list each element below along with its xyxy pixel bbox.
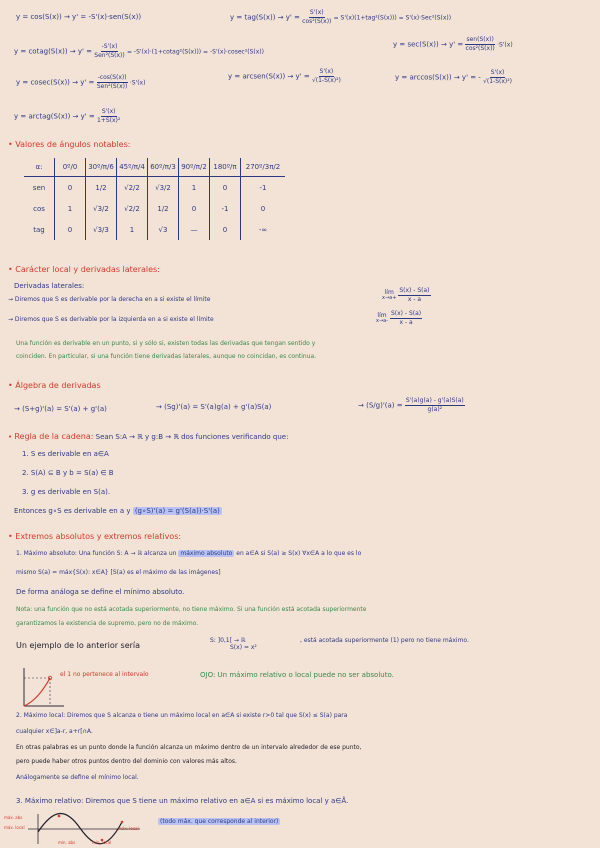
formula-tg: y = tag(S(x)) → y' = $\frac{S'(x)}{\text{cos²(S(x))}}$ = S'(x)(1+tag²(S(x))) = S'(x)·Sec²(S(x)) [230, 9, 452, 25]
maximo-local-def: 2. Máximo local: Diremos que S alcanza o tiene un máximo local en a∈A si existe r>0 tal que S(x) ≤ S(a) para [16, 712, 348, 719]
grafica-label: máx. local [4, 825, 25, 830]
limite-derecha: lím x→a+ $\frac{S(x) - S(a)}{x - a}$ [382, 287, 430, 303]
angle-table [24, 158, 285, 240]
cadena-formula: (g∘S)'(a) = g'(S(a))·S'(a) [134, 507, 220, 515]
table-header: 45º/π/4 [117, 158, 148, 177]
bullet-icon: • [8, 381, 13, 390]
maximo-relativo-note: (todo máx. que corresponde al interior) [160, 818, 279, 825]
table-header: 270º/3π/2 [241, 158, 286, 177]
section-algebra-title: • Álgebra de derivadas [8, 381, 101, 390]
continuidad-text-2: coinciden. En particular, si una función tiene derivadas laterales, aunque no coincidan, es continua. [16, 353, 317, 360]
bullet-icon: • [8, 532, 13, 541]
formula-arcsen: y = arcsen(S(x)) → y' = $\frac{S'(x)}{\text{√(1-S(x)²)}}$ [228, 68, 341, 84]
maximo-local-def-2: cualquier x∈]a-r, a+r[∩A. [16, 728, 93, 735]
ejemplo-text: Un ejemplo de lo anterior sería [16, 641, 141, 650]
bullet-icon: • [8, 265, 13, 274]
continuidad-text-1: Una función es derivable en un punto, si y sólo si, existen todas las derivadas que tengan sentido y [16, 340, 316, 347]
maximo-absoluto-highlight: máximo absoluto [180, 550, 233, 557]
section-extremos-title: • Extremos absolutos y extremos relativos: [8, 532, 182, 541]
derivadas-laterales-subtitle: Derivadas laterales: [14, 282, 85, 290]
minimo-absoluto-def: De forma análoga se define el mínimo absoluto. [16, 588, 185, 596]
table-header: 60º/π/3 [148, 158, 179, 177]
cadena-conclusion: Entonces g∘S es derivable en a y (g∘S)'(a) = g'(S(a))·S'(a) [14, 507, 220, 515]
regla-cociente: → (S/g)'(a) = $\frac{S'(a)g(a) - g'(a)S(a)}{\text{g(a)²}}$ [358, 397, 464, 413]
table-header: 30º/π/6 [86, 158, 117, 177]
grafica-label: máx. abs [4, 815, 23, 820]
formula-cotg: y = cotag(S(x)) → y' = $\frac{-S'(x)}{\text{Sen²(S(x))}}$ = -S'(x)·(1+cotag²(S(x))) = -S'(x)·cosec²(S(x)) [14, 43, 264, 59]
grafica-ejemplo [16, 664, 66, 710]
maximo-absoluto-def: 1. Máximo absoluto: Una función S: A → ℝ alcanza un máximo absoluto en a∈A si S(a) ≥ S(x) ∀x∈A a lo que es lo [16, 550, 362, 557]
table-header: α: [24, 158, 55, 177]
table-header: 90º/π/2 [179, 158, 210, 177]
maximo-local-text-2: pero puede haber otros puntos dentro del dominio con valores más altos. [16, 758, 237, 765]
bullet-icon: • [8, 433, 13, 441]
formula-arccos: y = arccos(S(x)) → y' = - $\frac{S'(x)}{\text{√(1-S(x)²)}}$ [395, 69, 513, 85]
maximo-absoluto-def-2: mismo S(a) = máx{S(x): x∈A} [S(a) es el máximo de las imágenes] [16, 569, 221, 576]
limite-izquierda: lím x→a- $\frac{S(x) - S(a)}{x - a}$ [376, 310, 422, 326]
section-continuidad-title: • Carácter local y derivadas laterales: [8, 265, 160, 274]
section-angulos-title: • Valores de ángulos notables: [8, 140, 131, 149]
table-row: sen 0 1/2 √2/2 √3/2 1 0 -1 [24, 177, 285, 199]
ojo-text: OJO: Un máximo relativo o local puede no ser absoluto. [200, 671, 394, 679]
formula-arctg: y = arctag(S(x)) → y' = $\frac{S'(x)}{\text{1+S(x)²}}$ [14, 108, 121, 124]
regla-suma: → (S+g)'(a) = S'(a) + g'(a) [14, 405, 107, 413]
bullet-icon: • [8, 140, 13, 149]
table-row: cos 1 √3/2 √2/2 1/2 0 -1 0 [24, 198, 285, 219]
formula-sec: y = sec(S(x)) → y' = $\frac{\text{sen(S(x))}}{\text{cos²(S(x))}}$ ·S'(x) [393, 36, 513, 52]
cadena-item: 1. S es derivable en a∈A [22, 450, 109, 458]
regla-producto: → (Sg)'(a) = S'(a)g(a) + g'(a)S(a) [156, 403, 272, 411]
table-row: tag 0 √3/3 1 √3 — 0 -∞ [24, 219, 285, 240]
table-header: 0º/0 [55, 158, 86, 177]
cadena-item: 3. g es derivable en S(a). [22, 488, 111, 496]
formula-cosec: y = cosec(S(x)) → y' = $\frac{-\cos(S(x))}{\text{Sen²(S(x))}}$ ·S'(x) [16, 74, 146, 90]
maximo-local-text-1: En otras palabras es un punto donde la función alcanza un máximo dentro de un intervalo alrededor de ese punto, [16, 744, 362, 751]
derivada-izquierda-text: → Diremos que S es derivable por la izquierda en a si existe el límite [8, 316, 214, 323]
nota-text-1: Nota: una función que no está acotada superiormente, no tiene máximo. Si una función está acotada superiormente [16, 606, 367, 613]
grafica-label: máx. local [118, 826, 139, 831]
formula-cos: y = cos(S(x)) → y' = -S'(x)·sen(S(x)) [16, 13, 142, 21]
grafica-label: mín. abs [58, 840, 76, 845]
table-header: 180º/π [210, 158, 241, 177]
section-cadena-title: • Regla de la cadena: Sean S:A → ℝ y g:B → ℝ dos funciones verificando que: [8, 432, 289, 441]
derivada-derecha-text: → Diremos que S es derivable por la derecha en a si existe el límite [8, 296, 211, 303]
minimo-local-def: Análogamente se define el mínimo local. [16, 774, 139, 781]
cadena-item: 2. S(A) ⊆ B y b = S(a) ∈ B [22, 469, 114, 477]
grafica-label: mín. local [92, 840, 112, 845]
ejemplo-funcion: S: ]0,1[ → ℝ S(x) = x² [210, 637, 257, 651]
nota-text-2: garantizamos la existencia de supremo, pero no de máximo. [16, 620, 199, 627]
ejemplo-text-2: , está acotada superiormente (1) pero no tiene máximo. [300, 637, 469, 644]
maximo-relativo-def: 3. Máximo relativo: Diremos que S tiene un máximo relativo en a∈A si es máximo local y a∈Å. [16, 797, 349, 805]
grafica-label: el 1 no pertenece al intervalo [60, 671, 149, 678]
